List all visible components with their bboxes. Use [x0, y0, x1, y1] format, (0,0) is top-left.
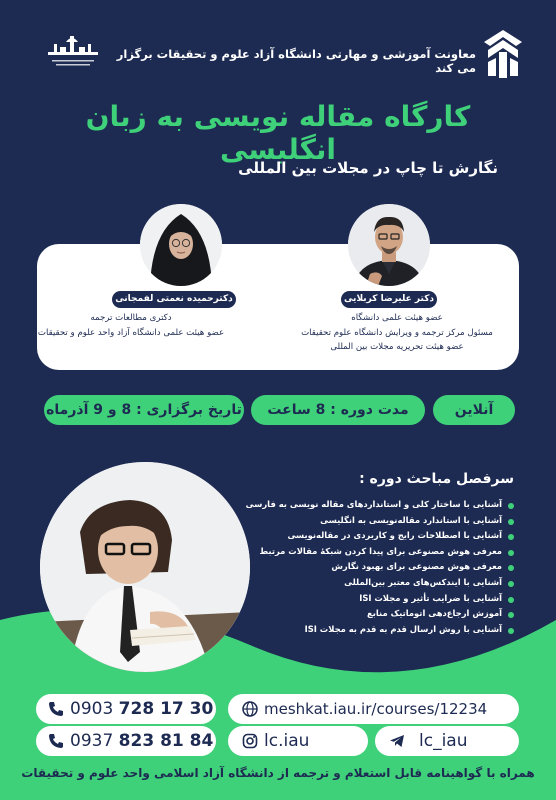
- topics-title: سرفصل مباحث دوره :: [359, 471, 514, 487]
- certificate-note: همراه با گواهینامه قابل استعلام و ترجمه از دانشگاه آزاد اسلامی واحد علوم و تحقیقات: [21, 766, 535, 780]
- topic-text: آشنایی با روش ارسال قدم به قدم به مجلات ISI: [304, 623, 502, 634]
- university-logo-icon: [482, 28, 524, 80]
- topic-text: آشنایی با ضرایب تأثیر و مجلات ISI: [359, 592, 502, 603]
- phone-icon: [48, 701, 64, 717]
- instructor-name-1: دکتر علیرضا کربلایی: [341, 291, 437, 308]
- bio-line: عضو هیئت علمی دانشگاه آزاد واحد علوم و تحقیقات: [37, 327, 225, 338]
- bullet-icon: [508, 534, 514, 540]
- list-item: [259, 545, 516, 562]
- topic-text: معرفی هوش مصنوعی برای بهبود نگارش: [331, 561, 502, 572]
- bullet-icon: [508, 581, 514, 587]
- phone-2-prefix: 0937: [70, 731, 114, 751]
- topic-text: آشنایی با اصطلاحات رایج و کاربردی در مقاله‌نویسی: [287, 530, 502, 541]
- telegram-link[interactable]: [375, 726, 519, 756]
- list-item: [266, 593, 516, 609]
- list-item: [266, 608, 516, 624]
- phone-2-text: [70, 726, 213, 756]
- instructor-photo-male: [348, 204, 430, 286]
- list-item: [266, 530, 516, 546]
- bullet-icon: [508, 550, 514, 556]
- topic-text: آشنایی با استاندارد مقاله‌نویسی به انگلیسی: [320, 514, 502, 525]
- list-item: [266, 561, 516, 577]
- phone-1-link[interactable]: [36, 694, 216, 724]
- website-text: meshkat.iau.ir/courses/12234: [264, 700, 488, 718]
- instagram-text: lc.iau: [264, 731, 310, 751]
- bullet-icon: [508, 612, 514, 618]
- topics-list: [245, 499, 516, 639]
- topic-text: آشنایی با ساختار کلی و استانداردهای مقاله نویسی به فارسی: [245, 499, 502, 509]
- page-title: کارگاه مقاله نویسی به زبان انگلیسی: [85, 100, 471, 166]
- topic-text: معرفی هوش مصنوعی برای پیدا کردن شبکهٔ مقالات مرتبط: [259, 545, 502, 556]
- list-item: [266, 515, 516, 531]
- phone-icon: [48, 733, 64, 749]
- date-badge: تاریخ برگزاری : 8 و 9 آذرماه: [44, 395, 244, 425]
- phone-1-prefix: 0903: [70, 699, 114, 719]
- page-subtitle: نگارش تا چاپ در مجلات بین المللی: [238, 159, 498, 177]
- topic-text: آموزش ارجاع‌دهی اتوماتیک منابع: [367, 608, 502, 619]
- bio-line: دکتری مطالعات ترجمه: [90, 313, 172, 323]
- telegram-icon: [389, 733, 405, 749]
- instructor-bio-1: [282, 311, 512, 355]
- instructor-bio-2: [26, 311, 236, 340]
- list-item: [245, 499, 516, 515]
- phone-2-link[interactable]: [36, 726, 216, 756]
- student-photo: [40, 462, 250, 672]
- research-branch-logo-icon: [44, 34, 102, 70]
- male-portrait-icon: [348, 204, 430, 286]
- duration-badge: مدت دوره : 8 ساعت: [251, 395, 425, 425]
- instructor-photo-female: [140, 204, 222, 286]
- bullet-icon: [508, 503, 514, 509]
- phone-2-number: 823 81 84: [118, 731, 214, 751]
- globe-icon: [242, 701, 258, 717]
- bio-line: عضو هیئت تحریریه مجلات بین المللی: [330, 342, 464, 352]
- female-portrait-icon: [140, 204, 222, 286]
- student-reading-icon: [40, 462, 250, 672]
- phone-1-number: 728 17 30: [118, 699, 214, 719]
- bio-line: مسئول مرکز ترجمه و ویرایش دانشگاه علوم تحقیقات: [301, 327, 493, 338]
- bio-line: عضو هیئت علمی دانشگاه: [351, 313, 443, 323]
- instructor-name-2: دکترحمیده نعمتی لفمجانی: [112, 291, 236, 308]
- bullet-icon: [508, 519, 514, 525]
- bullet-icon: [508, 628, 514, 634]
- topic-text: آشنایی با ایندکس‌های معتبر بین‌المللی: [344, 576, 502, 587]
- organizer-text: معاونت آموزشی و مهارتی دانشگاه آزاد علوم و تحقیقات برگزار می کند: [116, 47, 476, 75]
- bullet-icon: [508, 565, 514, 571]
- instagram-link[interactable]: [228, 726, 368, 756]
- bullet-icon: [508, 597, 514, 603]
- list-item: [266, 577, 516, 593]
- phone-1-text: [70, 694, 213, 724]
- website-link[interactable]: [228, 694, 519, 724]
- list-item: [266, 624, 516, 640]
- telegram-text: lc_iau: [419, 731, 468, 751]
- mode-badge: آنلاین: [433, 395, 515, 425]
- instagram-icon: [242, 733, 258, 749]
